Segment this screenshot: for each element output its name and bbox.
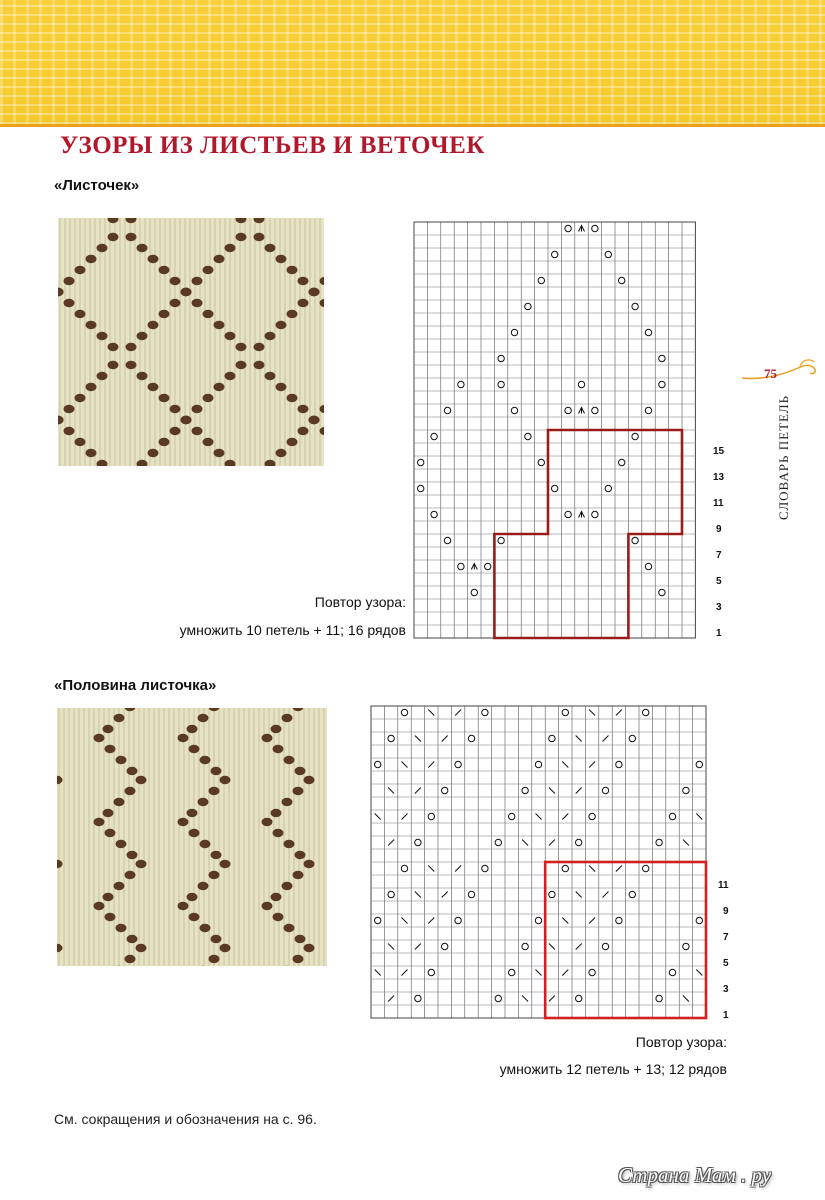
row-number: 5	[716, 576, 722, 587]
row-number: 7	[716, 550, 722, 561]
lace-hole	[225, 244, 236, 252]
lace-hole	[127, 851, 138, 859]
lace-hole	[181, 288, 192, 296]
lace-hole	[137, 372, 148, 380]
lace-hole	[64, 427, 75, 435]
row-number: 11	[713, 498, 724, 509]
lace-hole	[200, 924, 211, 932]
lace-hole	[295, 935, 306, 943]
lace-hole	[94, 734, 105, 742]
lace-hole	[309, 288, 320, 296]
lace-hole	[97, 372, 108, 380]
lace-hole	[254, 233, 265, 241]
lace-hole	[276, 449, 287, 457]
repeat-label: Повтор узора:	[314, 594, 406, 610]
lace-hole	[254, 343, 265, 351]
knit-background	[58, 218, 324, 466]
lace-hole	[211, 767, 222, 775]
lace-hole	[262, 902, 273, 910]
row-number: 9	[723, 906, 729, 917]
lace-hole	[271, 809, 282, 817]
lace-hole	[126, 343, 137, 351]
lace-hole	[254, 361, 265, 369]
lace-hole	[192, 405, 203, 413]
lace-hole	[282, 798, 293, 806]
lace-hole	[136, 944, 147, 952]
lace-hole	[273, 913, 284, 921]
stitch-chart-half-leaf	[371, 706, 706, 1019]
repeat-label: Повтор узора:	[635, 1034, 727, 1050]
knit-photo-half-leaf	[57, 708, 327, 966]
lace-hole	[170, 427, 181, 435]
row-number: 13	[713, 472, 725, 483]
lace-hole	[181, 416, 192, 424]
lace-hole	[103, 893, 114, 901]
lace-hole	[86, 255, 97, 263]
lace-hole	[189, 829, 200, 837]
lace-hole	[200, 756, 211, 764]
row-number: 7	[723, 932, 729, 943]
lace-hole	[225, 372, 236, 380]
header-banner	[0, 0, 825, 124]
lace-hole	[287, 266, 298, 274]
lace-hole	[178, 902, 189, 910]
lace-hole	[262, 818, 273, 826]
lace-hole	[125, 787, 136, 795]
lace-hole	[148, 255, 159, 263]
lace-hole	[203, 394, 214, 402]
lace-hole	[103, 725, 114, 733]
lace-hole	[276, 321, 287, 329]
lace-hole	[187, 809, 198, 817]
stitch-chart-leaf-grid	[414, 222, 697, 640]
lace-hole	[108, 343, 119, 351]
lace-hole	[189, 745, 200, 753]
lace-hole	[282, 714, 293, 722]
lace-hole	[287, 438, 298, 446]
lace-hole	[203, 266, 214, 274]
lace-hole	[170, 405, 181, 413]
lace-hole	[211, 851, 222, 859]
chapter-label: СЛОВАРЬ ПЕТЕЛЬ	[776, 394, 791, 520]
lace-hole	[116, 840, 127, 848]
lace-hole	[209, 871, 220, 879]
pattern-title-half-leaf: «Половина листочка»	[54, 677, 217, 694]
lace-hole	[75, 310, 86, 318]
lace-hole	[236, 233, 247, 241]
lace-hole	[284, 756, 295, 764]
lace-hole	[262, 734, 273, 742]
lace-hole	[64, 277, 75, 285]
lace-hole	[203, 438, 214, 446]
lace-hole	[114, 714, 125, 722]
lace-hole	[293, 871, 304, 879]
section-title: УЗОРЫ ИЗ ЛИСТЬЕВ И ВЕТОЧЕК	[60, 132, 485, 159]
lace-hole	[236, 343, 247, 351]
lace-hole	[214, 383, 225, 391]
lace-hole	[220, 776, 231, 784]
lace-hole	[178, 734, 189, 742]
lace-hole	[287, 394, 298, 402]
lace-hole	[284, 924, 295, 932]
lace-hole	[295, 767, 306, 775]
lace-hole	[192, 427, 203, 435]
lace-hole	[225, 332, 236, 340]
lace-hole	[298, 427, 309, 435]
lace-hole	[211, 935, 222, 943]
lace-hole	[214, 255, 225, 263]
page-number: 75	[764, 366, 777, 381]
row-number: 9	[716, 524, 722, 535]
lace-hole	[187, 893, 198, 901]
lace-hole	[64, 299, 75, 307]
pattern-title-leaf: «Листочек»	[54, 177, 140, 194]
row-number: 1	[716, 628, 722, 639]
lace-hole	[127, 935, 138, 943]
row-number: 15	[713, 446, 725, 457]
lace-hole	[203, 310, 214, 318]
lace-hole	[273, 829, 284, 837]
lace-hole	[271, 725, 282, 733]
lace-hole	[127, 767, 138, 775]
lace-hole	[125, 955, 136, 963]
lace-hole	[220, 860, 231, 868]
lace-hole	[170, 299, 181, 307]
stitch-chart-half-leaf-grid	[371, 706, 706, 1019]
lace-hole	[304, 860, 315, 868]
lace-hole	[220, 944, 231, 952]
lace-hole	[105, 913, 116, 921]
lace-hole	[114, 798, 125, 806]
lace-hole	[94, 902, 105, 910]
lace-hole	[159, 394, 170, 402]
lace-hole	[273, 745, 284, 753]
lace-hole	[105, 829, 116, 837]
lace-hole	[178, 818, 189, 826]
lace-hole	[116, 924, 127, 932]
header-banner-edge	[0, 124, 825, 127]
row-number: 3	[716, 602, 722, 613]
lace-hole	[309, 416, 320, 424]
lace-hole	[75, 266, 86, 274]
lace-hole	[125, 871, 136, 879]
lace-hole	[148, 383, 159, 391]
lace-hole	[284, 840, 295, 848]
lace-hole	[148, 321, 159, 329]
lace-hole	[293, 787, 304, 795]
lace-hole	[97, 244, 108, 252]
lace-hole	[265, 372, 276, 380]
lace-hole	[276, 255, 287, 263]
lace-hole	[192, 299, 203, 307]
lace-hole	[276, 383, 287, 391]
knit-photo-half-leaf-image	[57, 708, 327, 966]
lace-hole	[137, 244, 148, 252]
lace-hole	[136, 860, 147, 868]
lace-hole	[200, 840, 211, 848]
lace-hole	[298, 405, 309, 413]
lace-hole	[159, 310, 170, 318]
stitch-chart-leaf	[414, 222, 697, 640]
lace-hole	[209, 787, 220, 795]
lace-hole	[192, 277, 203, 285]
lace-hole	[148, 449, 159, 457]
lace-hole	[126, 361, 137, 369]
lace-hole	[295, 851, 306, 859]
lace-hole	[304, 944, 315, 952]
lace-hole	[298, 299, 309, 307]
row-number: 11	[718, 880, 729, 891]
lace-hole	[159, 266, 170, 274]
lace-hole	[198, 798, 209, 806]
lace-hole	[265, 244, 276, 252]
lace-hole	[137, 332, 148, 340]
lace-hole	[86, 449, 97, 457]
lace-hole	[159, 438, 170, 446]
lace-hole	[198, 714, 209, 722]
repeat-instructions: умножить 12 петель + 13; 12 рядов	[499, 1061, 727, 1077]
row-number: 1	[723, 1010, 729, 1021]
lace-hole	[293, 955, 304, 963]
lace-hole	[198, 882, 209, 890]
knit-photo-leaf-image	[58, 218, 324, 466]
repeat-instructions: умножить 10 петель + 11; 16 рядов	[179, 622, 406, 638]
lace-hole	[97, 332, 108, 340]
lace-hole	[103, 809, 114, 817]
lace-hole	[116, 756, 127, 764]
lace-hole	[170, 277, 181, 285]
lace-hole	[214, 321, 225, 329]
lace-hole	[271, 893, 282, 901]
lace-hole	[265, 332, 276, 340]
lace-hole	[105, 745, 116, 753]
lace-hole	[209, 955, 220, 963]
lace-hole	[189, 913, 200, 921]
lace-hole	[126, 233, 137, 241]
ornament-swirl-icon	[740, 356, 820, 386]
lace-hole	[75, 394, 86, 402]
lace-hole	[287, 310, 298, 318]
lace-hole	[94, 818, 105, 826]
footnote: См. сокращения и обозначения на с. 96.	[54, 1111, 317, 1127]
lace-hole	[304, 776, 315, 784]
lace-hole	[187, 725, 198, 733]
lace-hole	[64, 405, 75, 413]
lace-hole	[214, 449, 225, 457]
lace-hole	[298, 277, 309, 285]
row-number: 5	[723, 958, 729, 969]
knit-photo-leaf	[58, 218, 324, 466]
lace-hole	[108, 361, 119, 369]
lace-hole	[282, 882, 293, 890]
lace-hole	[86, 383, 97, 391]
lace-hole	[75, 438, 86, 446]
watermark: Страна Мам . ру	[618, 1163, 772, 1187]
lace-hole	[114, 882, 125, 890]
row-number: 3	[723, 984, 729, 995]
lace-hole	[236, 361, 247, 369]
lace-hole	[86, 321, 97, 329]
lace-hole	[108, 233, 119, 241]
lace-hole	[136, 776, 147, 784]
